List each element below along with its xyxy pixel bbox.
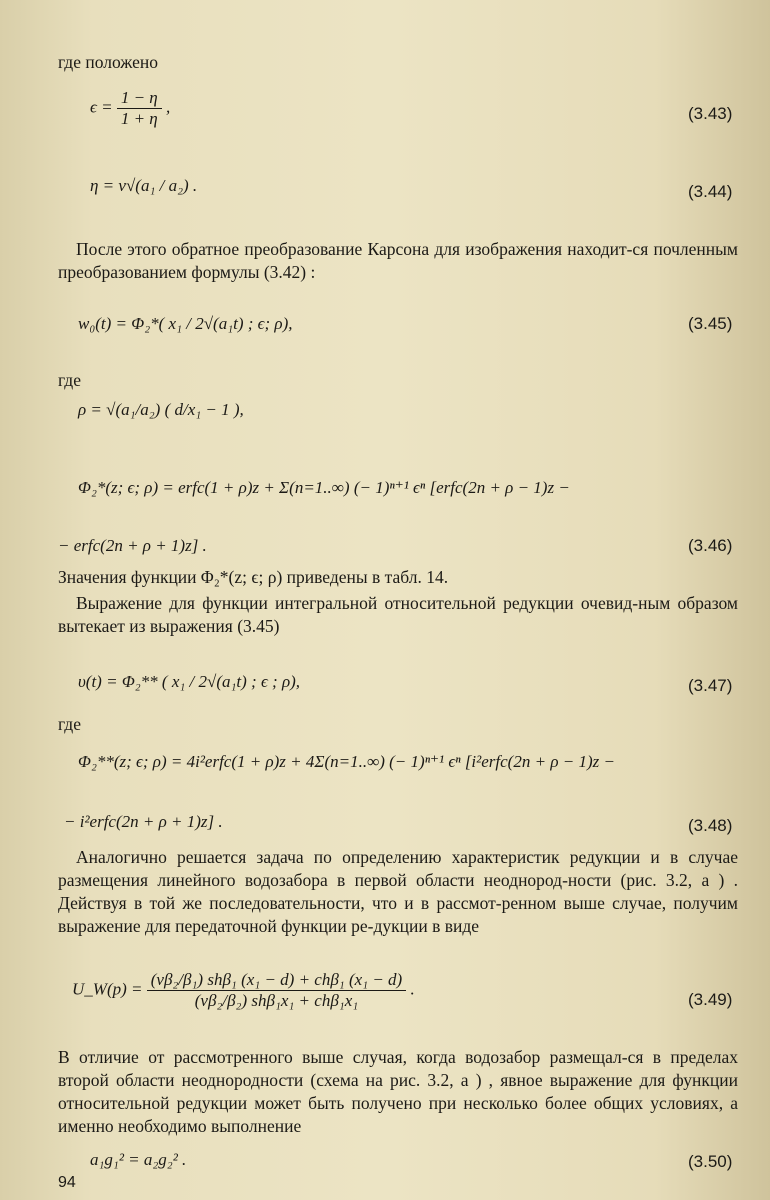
equation-number-3-48: (3.48) <box>688 816 733 835</box>
eq-3-49-numerator: (νβ₂/β₁) shβ₁ (x₁ − d) + chβ₁ (x₁ − d) <box>147 970 406 991</box>
equation-number-3-44: (3.44) <box>688 182 733 201</box>
paragraph-difference: В отличие от рассмотренного выше случая, когда водозабор размещал-ся в пределах второй области неоднородности (схема на рис. 3.2, а ) , явное выражение для функции относительной редукции может быть получено при несколько более общих условиях, а именно необходимо выполнение <box>58 1047 738 1136</box>
paragraph-analog: Аналогично решается задача по определению характеристик редукции и в случае размещения линейного водозабора в первой области неоднород-ности (рис. 3.2, а ) . Действуя в той же последовательности, что и в рассмот-ренном выше случае, получим выражение для передаточной функции ре-дукции в виде <box>58 847 738 936</box>
equation-number-3-45: (3.45) <box>688 314 733 333</box>
equation-3-49 <box>72 970 415 1011</box>
equation-3-46-line2: − erfc(2n + ρ + 1)z] . <box>58 536 207 555</box>
equation-rho: ρ = √(a₁/a₂) ( d/x₁ − 1 ), <box>78 400 244 419</box>
equation-3-46-line1: Φ₂*(z; ϵ; ρ) = erfc(1 + ρ)z + Σ(n=1..∞) (− 1)ⁿ⁺¹ ϵⁿ [erfc(2n + ρ − 1)z − <box>78 478 570 497</box>
page-number: 94 <box>58 1174 76 1191</box>
paragraph-carson: После этого обратное преобразование Карсона для изображения находит-ся почленным преобразованием формулы (3.42) : <box>58 239 738 282</box>
equation-3-48-line1: Φ₂**(z; ϵ; ρ) = 4i²erfc(1 + ρ)z + 4Σ(n=1..∞) (− 1)ⁿ⁺¹ ϵⁿ [i²erfc(2n + ρ − 1)z − <box>78 752 615 771</box>
eq-3-43-tail: , <box>165 97 171 117</box>
equation-3-48-line2: − i²erfc(2n + ρ + 1)z] . <box>64 812 223 831</box>
where-label-2: где <box>58 714 81 734</box>
equation-number-3-50: (3.50) <box>688 1152 733 1171</box>
equation-3-44: η = ν√(a₁ / a₂) . <box>90 176 198 195</box>
intro-text: где положено <box>58 52 159 72</box>
eq-3-43-fraction <box>117 88 162 129</box>
eq-3-43-numerator: 1 − η <box>117 88 162 109</box>
equation-number-3-47: (3.47) <box>688 676 733 695</box>
paragraph-reduction: Выражение для функции интегральной относительной редукции очевид-ным образом вытекает из выражения (3.45) <box>58 593 738 636</box>
eq-3-49-fraction <box>147 970 406 1011</box>
equation-3-45: w₀(t) = Φ₂*( x₁ / 2√(a₁t) ; ϵ; ρ), <box>78 314 293 333</box>
equation-3-43 <box>90 88 170 129</box>
eq-3-43-lhs: ϵ = <box>90 97 113 117</box>
eq-3-49-lhs: U_W(p) = <box>72 979 143 999</box>
eq-3-43-denominator: 1 + η <box>120 109 158 128</box>
eq-3-49-tail: . <box>410 979 415 999</box>
equation-3-50: a₁g₁² = a₂g₂² . <box>90 1150 187 1169</box>
eq-3-49-denominator: (νβ₂/β₂) shβ₁x₁ + chβ₁x₁ <box>194 991 359 1010</box>
equation-3-47: υ(t) = Φ₂** ( x₁ / 2√(a₁t) ; ϵ ; ρ), <box>78 672 301 691</box>
equation-number-3-46: (3.46) <box>688 536 733 555</box>
equation-number-3-49: (3.49) <box>688 990 733 1009</box>
paragraph-table-reference: Значения функции Φ₂*(z; ϵ; ρ) приведены в табл. 14. <box>58 567 449 587</box>
equation-number-3-43: (3.43) <box>688 104 733 123</box>
where-label-1: где <box>58 370 81 390</box>
